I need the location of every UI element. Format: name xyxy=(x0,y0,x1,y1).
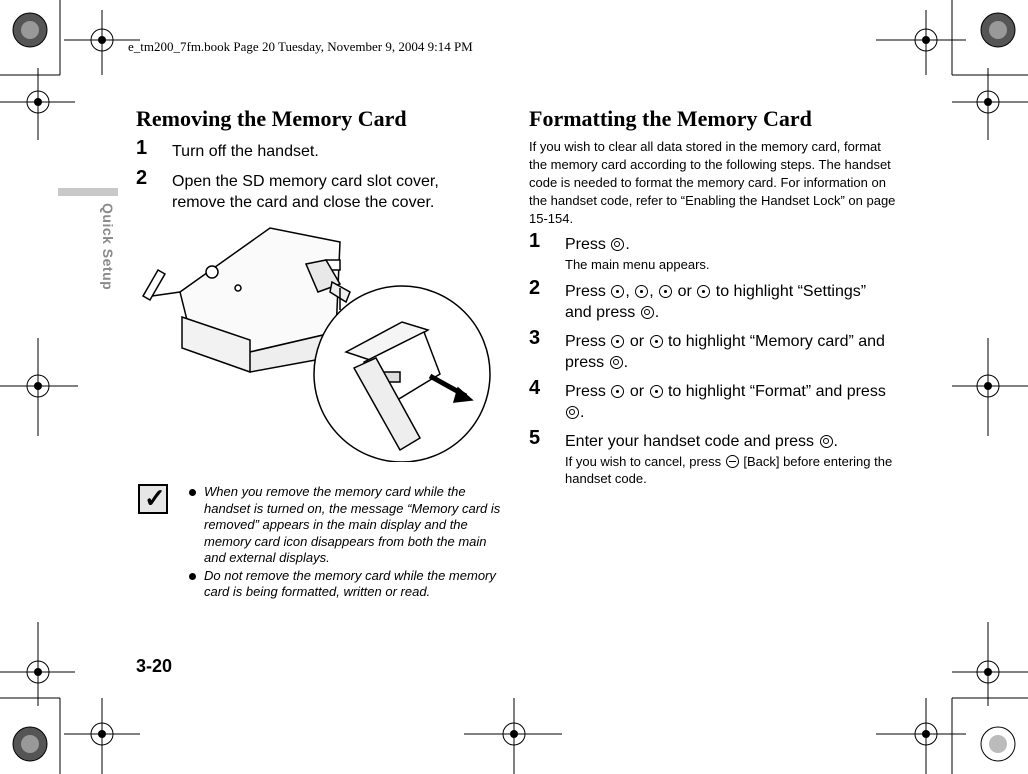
step-number: 1 xyxy=(529,230,541,252)
step-text: . xyxy=(625,236,630,253)
step-text: Press xyxy=(565,236,606,253)
center-key-icon xyxy=(611,238,624,251)
step-text: to highlight “Settings” and press xyxy=(565,283,867,321)
step-number: 1 xyxy=(136,137,148,159)
up-key-icon xyxy=(611,335,624,348)
step-text: or xyxy=(677,283,692,300)
checkmark-note-icon: ✓ xyxy=(138,484,168,514)
right-step-3 xyxy=(529,327,894,373)
note-item: Do not remove the memory card while the memory card is being formatted, written or read. xyxy=(186,568,506,601)
step-number: 3 xyxy=(529,327,541,349)
step-text: , xyxy=(649,283,654,300)
notes-list xyxy=(186,484,506,602)
step-subtext: [Back] before entering the handset code. xyxy=(565,454,893,486)
step-text: Turn off the handset. xyxy=(172,143,319,160)
step-text: or xyxy=(629,333,645,350)
right-step-5 xyxy=(529,427,894,487)
step-text: . xyxy=(580,404,585,421)
step-number: 4 xyxy=(529,377,541,399)
right-step-1 xyxy=(529,230,894,273)
up-key-icon xyxy=(611,385,624,398)
step-text: , xyxy=(625,283,630,300)
step-number: 5 xyxy=(529,427,541,449)
step-text: or xyxy=(629,383,645,400)
right-step-4 xyxy=(529,377,894,423)
step-text: . xyxy=(623,354,629,371)
step-text: Press xyxy=(565,333,606,350)
step-number: 2 xyxy=(136,167,148,189)
right-section-title: Formatting the Memory Card xyxy=(529,106,812,131)
center-key-icon xyxy=(641,306,654,319)
step-subtext: The main menu appears. xyxy=(565,257,710,272)
step-text: . xyxy=(833,433,838,450)
up-key-icon xyxy=(611,285,624,298)
left-section-title: Removing the Memory Card xyxy=(136,106,407,131)
right-step-2 xyxy=(529,277,894,323)
down-key-icon xyxy=(650,335,663,348)
step-text: Press xyxy=(565,283,606,300)
memory-card-removal-illustration xyxy=(140,222,500,462)
intro-paragraph: If you wish to clear all data stored in the memory card, format the memory card according to the following steps. The handset code is needed to format the memory card. For information on the handset code, refer to “Enabling the Handset Lock” on page 15-154. xyxy=(529,139,896,226)
running-header: e_tm200_7fm.book Page 20 Tuesday, November 9, 2004 9:14 PM xyxy=(128,39,473,54)
back-key-icon xyxy=(726,455,739,468)
page-number: 3-20 xyxy=(136,656,173,676)
step-subtext: If you wish to cancel, press xyxy=(565,454,722,469)
step-number: 2 xyxy=(529,277,541,299)
left-key-icon xyxy=(659,285,672,298)
step-text: Open the SD memory card slot cover, remove the card and close the cover. xyxy=(172,173,439,211)
note-item: When you remove the memory card while the handset is turned on, the message “Memory card is removed” appears in the main display and the memory card icon disappears from both the main and external displays. xyxy=(186,484,506,567)
center-key-icon xyxy=(610,356,623,369)
left-step-1 xyxy=(136,137,466,162)
step-text: to highlight “Memory card” and press xyxy=(565,333,885,371)
right-key-icon xyxy=(697,285,710,298)
left-step-2 xyxy=(136,167,466,213)
center-key-icon xyxy=(820,435,833,448)
step-text: Enter your handset code and press xyxy=(565,433,815,450)
side-tab-bar xyxy=(58,188,118,196)
step-text: Press xyxy=(565,383,606,400)
center-key-icon xyxy=(566,406,579,419)
down-key-icon xyxy=(650,385,663,398)
down-key-icon xyxy=(635,285,648,298)
step-text: to highlight “Format” and press xyxy=(667,383,886,400)
step-text: . xyxy=(654,304,660,321)
side-tab-label: Quick Setup xyxy=(100,203,116,291)
